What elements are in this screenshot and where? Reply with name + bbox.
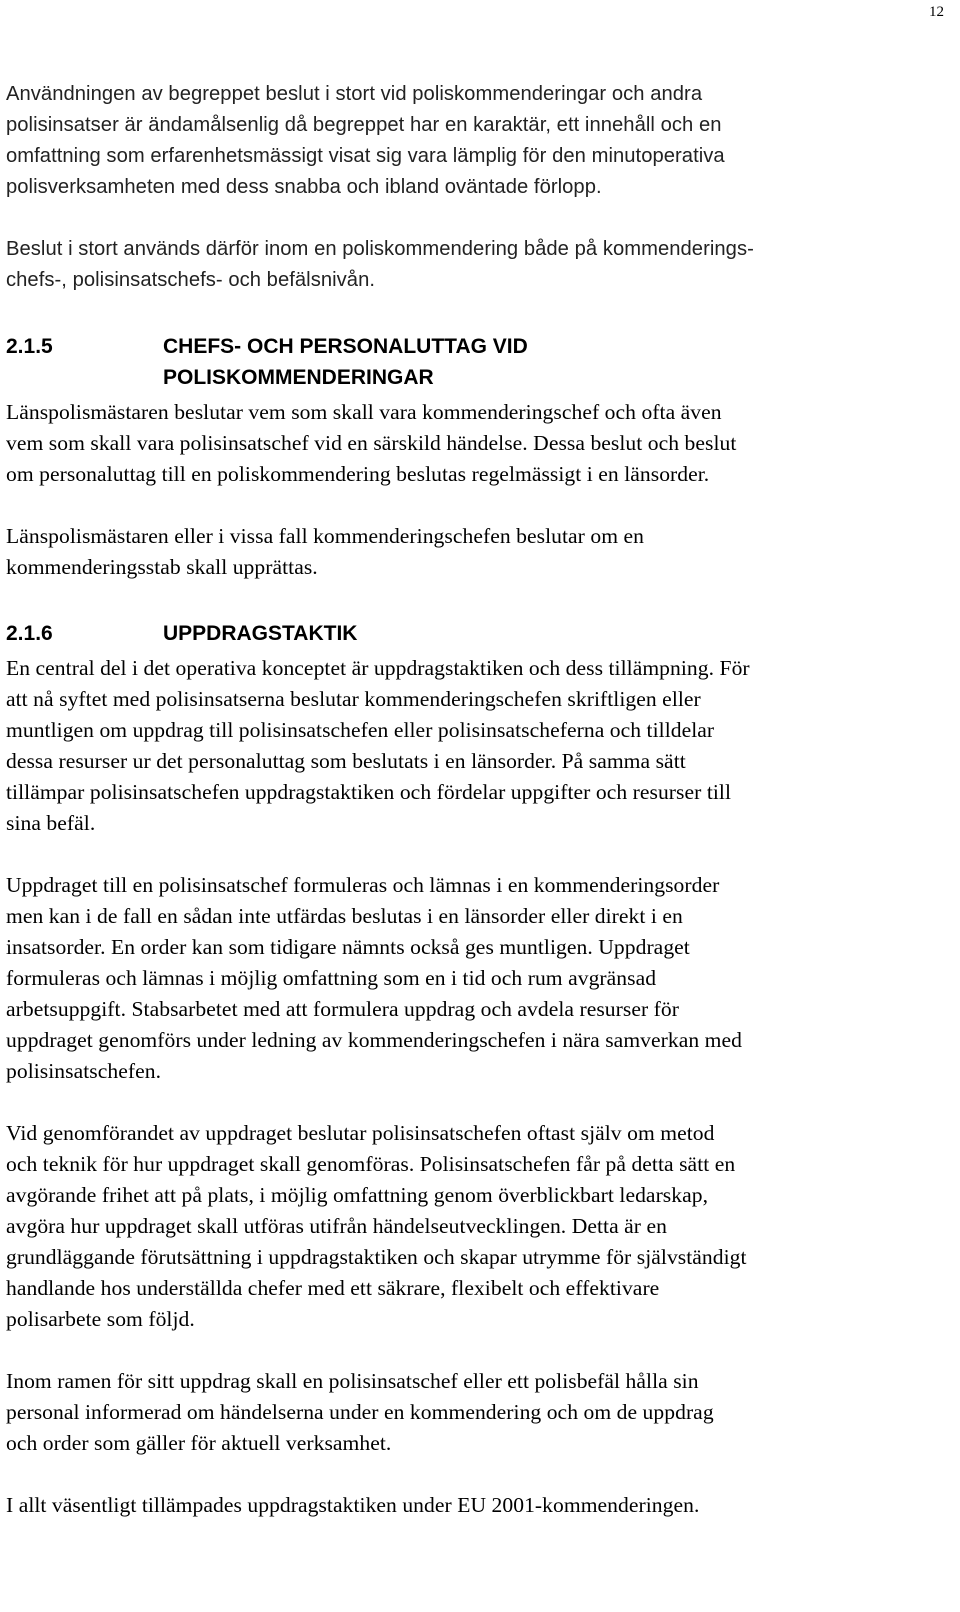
text-line: kommenderingsstab skall upprättas.	[6, 555, 318, 579]
text-line: En central del i det operativa konceptet är uppdragstaktiken och dess tillämpning. För	[6, 656, 750, 680]
text-line: vem som skall vara polisinsatschef vid en särskild händelse. Dessa beslut och beslut	[6, 431, 737, 455]
text-line: men kan i de fall en sådan inte utfärdas beslutas i en länsorder eller direkt i en	[6, 904, 683, 928]
text-line: Beslut i stort används därför inom en poliskommendering både på kommenderings-	[6, 238, 754, 260]
section-heading-2-1-6	[6, 618, 956, 649]
text-line: Länspolismästaren eller i vissa fall kommenderingschefen beslutar om en	[6, 524, 644, 548]
text-line: avgörande frihet att på plats, i möjlig omfattning genom överblickbart ledarskap,	[6, 1183, 709, 1207]
text-line: polisarbete som följd.	[6, 1307, 195, 1331]
text-line: formuleras och lämnas i möjlig omfattning som en i tid och rum avgränsad	[6, 966, 657, 990]
section-number: 2.1.6	[6, 622, 53, 645]
section-title-line: POLISKOMMENDERINGAR	[163, 366, 434, 389]
text-line: uppdraget genomförs under ledning av kommenderingschefen i nära samverkan med	[6, 1028, 742, 1052]
section-title	[163, 331, 528, 393]
text-line: och order som gäller för aktuell verksamhet.	[6, 1431, 392, 1455]
document-body	[6, 79, 956, 1521]
section-2-1-6-paragraph-2	[6, 870, 956, 1087]
section-number: 2.1.5	[6, 335, 53, 358]
text-line: insatsorder. En order kan som tidigare nämnts också ges muntligen. Uppdraget	[6, 935, 690, 959]
section-2-1-6-paragraph-1	[6, 653, 956, 839]
page-number: 12	[929, 4, 944, 20]
text-line: Uppdraget till en polisinsatschef formuleras och lämnas i en kommenderingsorder	[6, 873, 720, 897]
text-line: Länspolismästaren beslutar vem som skall vara kommenderingschef och ofta även	[6, 400, 722, 424]
section-2-1-6-paragraph-4	[6, 1366, 956, 1459]
section-heading-2-1-5	[6, 331, 956, 393]
text-line: handlande hos underställda chefer med ett säkrare, flexibelt och effektivare	[6, 1276, 660, 1300]
text-line: personal informerad om händelserna under en kommendering och om de uppdrag	[6, 1400, 714, 1424]
text-line: polisinsatschefen.	[6, 1059, 162, 1083]
section-2-1-6-paragraph-3	[6, 1118, 956, 1335]
text-line: Användningen av begreppet beslut i stort vid poliskommenderingar och andra	[6, 83, 703, 105]
section-title-line: CHEFS- OCH PERSONALUTTAG VID	[163, 335, 528, 358]
section-title: UPPDRAGSTAKTIK	[163, 622, 358, 645]
text-line: och teknik för hur uppdraget skall genomföras. Polisinsatschefen får på detta sätt en	[6, 1152, 736, 1176]
text-line: Inom ramen för sitt uppdrag skall en polisinsatschef eller ett polisbefäl hålla sin	[6, 1369, 699, 1393]
section-2-1-6-paragraph-5	[6, 1490, 956, 1521]
text-line: Vid genomförandet av uppdraget beslutar polisinsatschefen oftast själv om metod	[6, 1121, 715, 1145]
text-line: dessa resurser ur det personaluttag som beslutats i en länsorder. På samma sätt	[6, 749, 686, 773]
text-line: omfattning som erfarenhetsmässigt visat sig vara lämplig för den minutoperativa	[6, 145, 725, 167]
section-2-1-5-paragraph-2	[6, 521, 956, 583]
text-line: sina befäl.	[6, 811, 96, 835]
intro-block	[6, 79, 956, 296]
text-line: muntligen om uppdrag till polisinsatschefen eller polisinsatscheferna och tilldelar	[6, 718, 715, 742]
text-line: chefs-, polisinsatschefs- och befälsnivån.	[6, 269, 376, 291]
text-line: grundläggande förutsättning i uppdragstaktiken och skapar utrymme för självständigt	[6, 1245, 747, 1269]
text-line: avgöra hur uppdraget skall utföras utifrån händelseutvecklingen. Detta är en	[6, 1214, 667, 1238]
intro-paragraph-2	[6, 234, 956, 296]
text-line: om personaluttag till en poliskommendering beslutas regelmässigt i en länsorder.	[6, 462, 710, 486]
text-line: tillämpar polisinsatschefen uppdragstaktiken och fördelar uppgifter och resurser till	[6, 780, 732, 804]
text-line: arbetsuppgift. Stabsarbetet med att formulera uppdrag och avdela resurser för	[6, 997, 680, 1021]
text-line: polisverksamheten med dess snabba och ibland oväntade förlopp.	[6, 176, 602, 198]
section-2-1-5-paragraph-1	[6, 397, 956, 490]
intro-paragraph-1	[6, 79, 956, 203]
text-line: I allt väsentligt tillämpades uppdragstaktiken under EU 2001-kommenderingen.	[6, 1493, 700, 1517]
text-line: polisinsatser är ändamålsenlig då begreppet har en karaktär, ett innehåll och en	[6, 114, 722, 136]
text-line: att nå syftet med polisinsatserna beslutar kommenderingschefen skriftligen eller	[6, 687, 701, 711]
